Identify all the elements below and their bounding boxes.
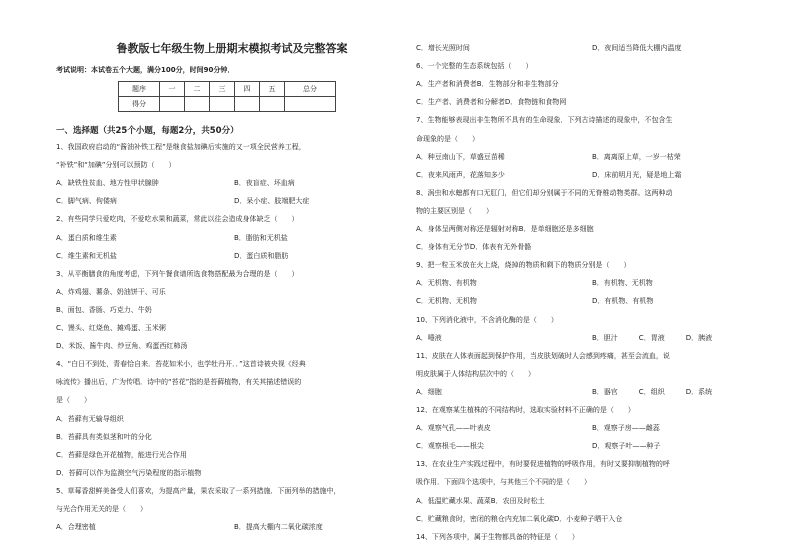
question-text: 11、皮肤在人体表面起到保护作用，当皮肤划破时人会感到疼痛，甚至会流血，说 — [416, 351, 670, 360]
option-text: B．观察子房——雌蕊 — [592, 424, 660, 433]
question-text: A．种豆南山下，草盛豆苗稀 — [416, 152, 505, 161]
question-text: 1、我国政府启动的“酱油补铁工程”是继食盐加碘后实施的又一项全民营养工程， — [56, 143, 306, 151]
option-text: B．夜盲症、坏血病 — [234, 179, 295, 188]
question-line — [416, 152, 681, 162]
question-line — [56, 214, 298, 224]
question-text: A．身体呈两侧对称还是辐射对称B．是单细胞还是多细胞 — [416, 225, 594, 233]
question-text: A．无机物、有机物 — [416, 279, 477, 288]
question-line — [416, 97, 566, 107]
question-text: 8、涡虫和水螅都有口无肛门，但它们却分别属于不同的无脊椎动物类群。这两种动 — [416, 188, 673, 197]
question-text: A．苔藓有无输导组织 — [56, 414, 124, 423]
score-cell: 二 — [185, 82, 210, 97]
question-line — [416, 296, 654, 306]
option-text: B．提高大棚内二氧化碳浓度 — [234, 523, 323, 532]
page-title: 鲁教版七年级生物上册期末模拟考试及完整答案 — [116, 42, 348, 55]
question-line — [416, 369, 535, 379]
question-text: 2、有些同学只爱吃肉，不爱吃水果和蔬菜，常此以往会造成身体缺乏（ ） — [56, 215, 299, 224]
question-line — [416, 224, 594, 234]
question-line — [56, 233, 288, 243]
score-cell — [210, 97, 235, 112]
question-text: C．夜来风雨声，花落知多少 — [416, 170, 505, 179]
question-text: 是（ ） — [56, 396, 91, 405]
question-line — [416, 333, 713, 343]
question-text: 12、在观察某生植株的不同结构时，选取实验材料不正确的是（ ） — [416, 406, 635, 414]
option-text: D．蛋白质和脂肪 — [234, 251, 289, 260]
question-line — [416, 315, 558, 325]
question-text: A．唾液 — [416, 333, 442, 342]
question-line — [56, 522, 323, 532]
question-text: C、馒头、红烧鱼、摊鸡蛋、玉米粥 — [56, 324, 166, 332]
score-cell — [235, 97, 260, 112]
score-cell — [185, 97, 210, 112]
question-text: 与光合作用无关的是（ ） — [56, 505, 147, 513]
question-line — [416, 423, 660, 433]
question-text: A．合理密植 — [56, 523, 96, 532]
question-line — [416, 170, 682, 180]
question-text: C．生产者、消费者和分解者D．食物链和食物网 — [416, 98, 567, 107]
question-line — [416, 351, 670, 361]
question-line — [56, 196, 310, 206]
option-text: D．床前明月光，疑是地上霜 — [592, 170, 682, 179]
question-line — [416, 260, 630, 270]
question-text: C．观察根毛——根尖 — [416, 442, 484, 451]
question-text: 6、一个完整的生态系统包括（ ） — [416, 62, 533, 71]
option-text: B．离离原上草，一岁一枯荣 — [592, 152, 681, 161]
question-line — [56, 287, 166, 297]
question-line — [416, 206, 493, 216]
question-line — [56, 432, 152, 442]
question-line — [416, 242, 531, 252]
question-line — [56, 142, 306, 152]
question-line — [416, 43, 682, 53]
section-heading: 一、选择题（共25个小题，每题2分，共50分） — [56, 126, 239, 136]
question-text: A．生产者和消费者B．生物部分和非生物部分 — [416, 80, 559, 89]
question-text: C．无机物、无机物 — [416, 297, 477, 306]
question-text: 13、在农业生产实践过程中，有时要促进植物的呼吸作用，有时又要抑制植物的呼 — [416, 460, 670, 469]
question-line — [416, 459, 670, 469]
score-cell: 三 — [210, 82, 235, 97]
question-text: 7、生物能够表现出非生物所不具有的生命现象．下列古诗描述的现象中，不包含生 — [416, 116, 673, 125]
question-text: 10、下列消化液中，不含消化酶的是（ ） — [416, 315, 558, 324]
score-cell: 四 — [235, 82, 260, 97]
question-text: 吸作用．下面四个选项中，与其他三个不同的是（ ） — [416, 478, 591, 487]
question-line — [56, 323, 166, 333]
question-line — [416, 514, 622, 524]
question-text: A、炸鸡翅、薯条、奶油饼干、可乐 — [56, 287, 166, 296]
question-text: D．苔藓可以作为监测空气污染程度的指示植物 — [56, 468, 202, 477]
question-text: 物的主要区别是（ ） — [416, 206, 493, 215]
option-text: B．器官 C．组织 D．系统 — [592, 387, 713, 396]
question-line — [56, 377, 301, 387]
question-text: B．苔藓具有类似茎和叶的分化 — [56, 432, 152, 441]
option-text: B．脂肪和无机盐 — [234, 233, 288, 242]
question-line — [56, 468, 201, 478]
question-line — [56, 341, 187, 351]
question-line — [56, 450, 187, 460]
question-text: C．贮藏粮食时，密闭的粮仓内充加二氧化碳D．小麦种子晒干入仓 — [416, 514, 623, 523]
question-line — [416, 441, 661, 451]
score-table-score-row — [119, 97, 336, 112]
question-text: B、面包、香肠、巧克力、牛奶 — [56, 305, 152, 314]
question-text: 3、从平衡膳食的角度考虑，下列午餐食谱所选食物搭配最为合理的是（ ） — [56, 269, 299, 278]
question-text: 咏流传》播出后，广为传唱．诗中的“苔花”指的是苔藓植物，有关其描述错误的 — [56, 378, 302, 387]
question-text: 5、草莓香甜鲜美备受人们喜欢，为提高产量，果农采取了一系列措施．下面列举的措施中， — [56, 486, 341, 495]
question-line — [56, 504, 147, 514]
question-line — [416, 61, 532, 71]
question-text: 明皮肤属于人体结构层次中的（ ） — [416, 369, 535, 378]
score-cell: 得分 — [119, 97, 160, 112]
score-cell: 总分 — [285, 82, 336, 97]
option-text: D．呆小症、肢端肥大症 — [234, 197, 310, 206]
question-line — [416, 115, 672, 125]
score-cell: 题序 — [119, 82, 160, 97]
score-cell — [285, 97, 336, 112]
question-text: C．维生素和无机盐 — [56, 251, 117, 260]
question-line — [56, 305, 152, 315]
question-line — [416, 387, 713, 397]
score-cell — [260, 97, 285, 112]
question-line — [416, 496, 545, 506]
option-text: B．有机物、无机物 — [592, 279, 653, 288]
question-text: 4、“白日不到处，青春恰自来．苔花如米小，也学牡丹开．．”这首诗被央视《经典 — [56, 360, 306, 369]
exam-instructions: 考试说明：本试卷五个大题，满分100分，时间90分钟． — [56, 66, 235, 74]
question-line — [416, 278, 653, 288]
question-text: D、米饭、酱牛肉、炒豆角、鸡蛋西红柿汤 — [56, 342, 188, 351]
question-line — [416, 79, 559, 89]
question-line — [416, 134, 479, 144]
option-text: D．有机物、有机物 — [592, 297, 654, 306]
question-line — [56, 178, 295, 188]
question-text: A．蛋白质和维生素 — [56, 233, 117, 242]
question-line — [56, 395, 91, 405]
question-line — [56, 251, 289, 261]
question-line — [416, 532, 579, 542]
question-text: A．细胞 — [416, 387, 442, 396]
option-text: D．观察子叶——种子 — [592, 442, 661, 451]
question-line — [416, 188, 672, 198]
score-cell: 五 — [260, 82, 285, 97]
question-line — [56, 486, 340, 496]
question-line — [56, 269, 298, 279]
question-text: “补铁”和“加碘”分别可以预防（ ） — [56, 161, 176, 170]
question-text: C．身体有无分节D．体表有无外骨骼 — [416, 243, 532, 252]
score-cell: 一 — [160, 82, 185, 97]
question-text: C．增长光照时间 — [416, 44, 470, 52]
question-text: C．脚气病、佝偻病 — [56, 197, 117, 206]
question-line — [416, 405, 635, 415]
score-table — [118, 81, 336, 112]
question-text: A．低温贮藏水果、蔬菜B．农田及时松土 — [416, 496, 545, 505]
question-line — [416, 477, 591, 487]
score-cell — [160, 97, 185, 112]
question-line — [56, 160, 176, 170]
score-table-header-row — [119, 82, 336, 97]
question-line — [56, 414, 124, 424]
option-text: B．胆汁 C．胃液 D．胰液 — [592, 333, 713, 342]
question-text: A．缺铁性贫血、地方性甲状腺肿 — [56, 179, 159, 188]
question-text: C．苔藓是绿色开花植物，能进行光合作用 — [56, 450, 187, 459]
question-text: A．观察气孔——叶表皮 — [416, 424, 491, 433]
question-text: 14、下列各项中，属于生物都具备的特征是（ ） — [416, 532, 579, 541]
question-text: 命现象的是（ ） — [416, 134, 479, 143]
question-line — [56, 359, 306, 369]
question-text: 9、把一粒玉米放在火上烧，烧掉的物质和剩下的物质分别是（ ） — [416, 261, 631, 270]
option-text: D．夜间适当降低大棚内温度 — [592, 44, 682, 52]
